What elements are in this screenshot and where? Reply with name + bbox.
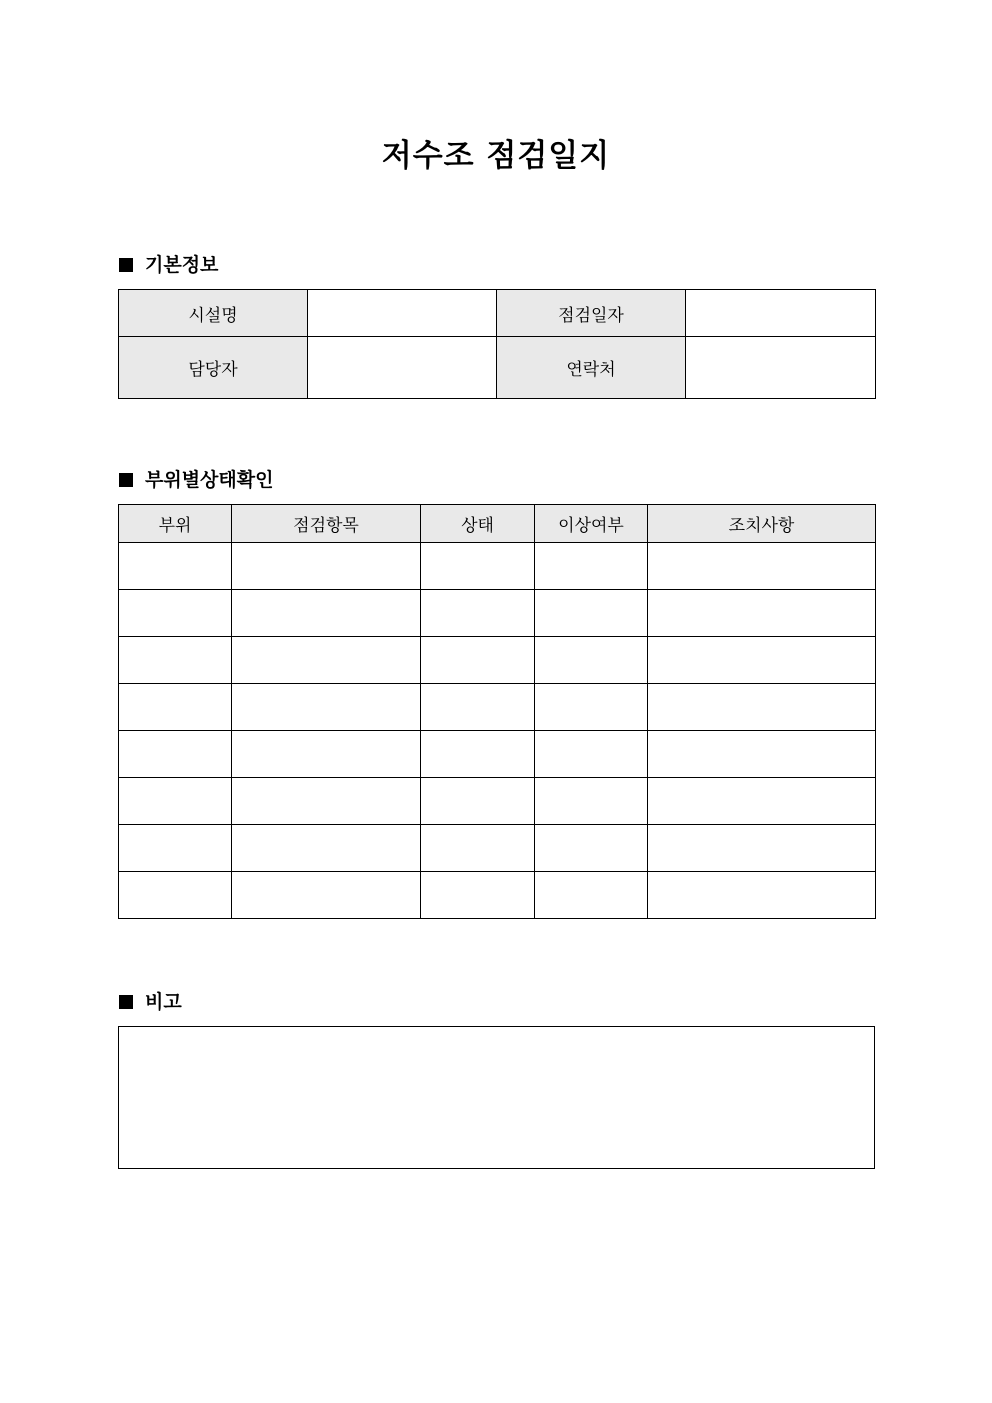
basic-info-heading	[119, 253, 218, 277]
table-row	[119, 543, 876, 590]
action-taken-cell[interactable]	[648, 637, 876, 684]
action-taken-cell[interactable]	[648, 543, 876, 590]
inspection-date-label: 점검일자	[497, 290, 686, 337]
basic-info-table	[118, 289, 876, 399]
action-taken-cell[interactable]	[648, 872, 876, 919]
action-taken-cell[interactable]	[648, 684, 876, 731]
table-row	[119, 684, 876, 731]
part-cell[interactable]	[119, 825, 232, 872]
manager-field[interactable]	[308, 337, 497, 399]
abnormality-cell[interactable]	[535, 825, 648, 872]
column-header-action-taken: 조치사항	[648, 505, 876, 543]
status-cell[interactable]	[421, 684, 535, 731]
column-header-inspection-item: 점검항목	[232, 505, 421, 543]
status-cell[interactable]	[421, 731, 535, 778]
status-cell[interactable]	[421, 825, 535, 872]
remarks-field[interactable]	[118, 1026, 875, 1169]
part-cell[interactable]	[119, 543, 232, 590]
abnormality-cell[interactable]	[535, 778, 648, 825]
action-taken-cell[interactable]	[648, 825, 876, 872]
inspection-item-cell[interactable]	[232, 637, 421, 684]
column-header-status: 상태	[421, 505, 535, 543]
inspection-item-cell[interactable]	[232, 778, 421, 825]
abnormality-cell[interactable]	[535, 684, 648, 731]
contact-field[interactable]	[686, 337, 876, 399]
inspection-item-cell[interactable]	[232, 731, 421, 778]
part-cell[interactable]	[119, 872, 232, 919]
status-cell[interactable]	[421, 637, 535, 684]
action-taken-cell[interactable]	[648, 731, 876, 778]
facility-field[interactable]	[308, 290, 497, 337]
table-row	[119, 872, 876, 919]
abnormality-cell[interactable]	[535, 872, 648, 919]
part-cell[interactable]	[119, 684, 232, 731]
square-bullet-icon	[119, 258, 133, 272]
remarks-heading-label: 비고	[145, 991, 182, 1013]
part-cell[interactable]	[119, 731, 232, 778]
abnormality-cell[interactable]	[535, 731, 648, 778]
inspection-date-field[interactable]	[686, 290, 876, 337]
status-table-header-row	[119, 505, 876, 543]
table-row	[119, 778, 876, 825]
abnormality-cell[interactable]	[535, 543, 648, 590]
status-check-heading	[119, 468, 273, 492]
action-taken-cell[interactable]	[648, 778, 876, 825]
remarks-heading	[119, 990, 182, 1014]
basic-info-row	[119, 337, 876, 399]
contact-label: 연락처	[497, 337, 686, 399]
inspection-item-cell[interactable]	[232, 590, 421, 637]
inspection-item-cell[interactable]	[232, 543, 421, 590]
basic-info-heading-label: 기본정보	[145, 254, 219, 276]
status-check-table	[118, 504, 876, 919]
status-cell[interactable]	[421, 778, 535, 825]
part-cell[interactable]	[119, 637, 232, 684]
table-row	[119, 590, 876, 637]
table-row	[119, 637, 876, 684]
table-row	[119, 731, 876, 778]
inspection-item-cell[interactable]	[232, 825, 421, 872]
page-title: 저수조 점검일지	[381, 138, 611, 174]
abnormality-cell[interactable]	[535, 637, 648, 684]
square-bullet-icon	[119, 473, 133, 487]
inspection-item-cell[interactable]	[232, 872, 421, 919]
status-cell[interactable]	[421, 590, 535, 637]
status-cell[interactable]	[421, 543, 535, 590]
column-header-abnormality: 이상여부	[535, 505, 648, 543]
inspection-item-cell[interactable]	[232, 684, 421, 731]
action-taken-cell[interactable]	[648, 590, 876, 637]
table-row	[119, 825, 876, 872]
abnormality-cell[interactable]	[535, 590, 648, 637]
status-check-heading-label: 부위별상태확인	[145, 469, 274, 491]
square-bullet-icon	[119, 995, 133, 1009]
column-header-part: 부위	[119, 505, 232, 543]
status-cell[interactable]	[421, 872, 535, 919]
basic-info-row	[119, 290, 876, 337]
part-cell[interactable]	[119, 778, 232, 825]
manager-label: 담당자	[119, 337, 308, 399]
facility-label: 시설명	[119, 290, 308, 337]
part-cell[interactable]	[119, 590, 232, 637]
